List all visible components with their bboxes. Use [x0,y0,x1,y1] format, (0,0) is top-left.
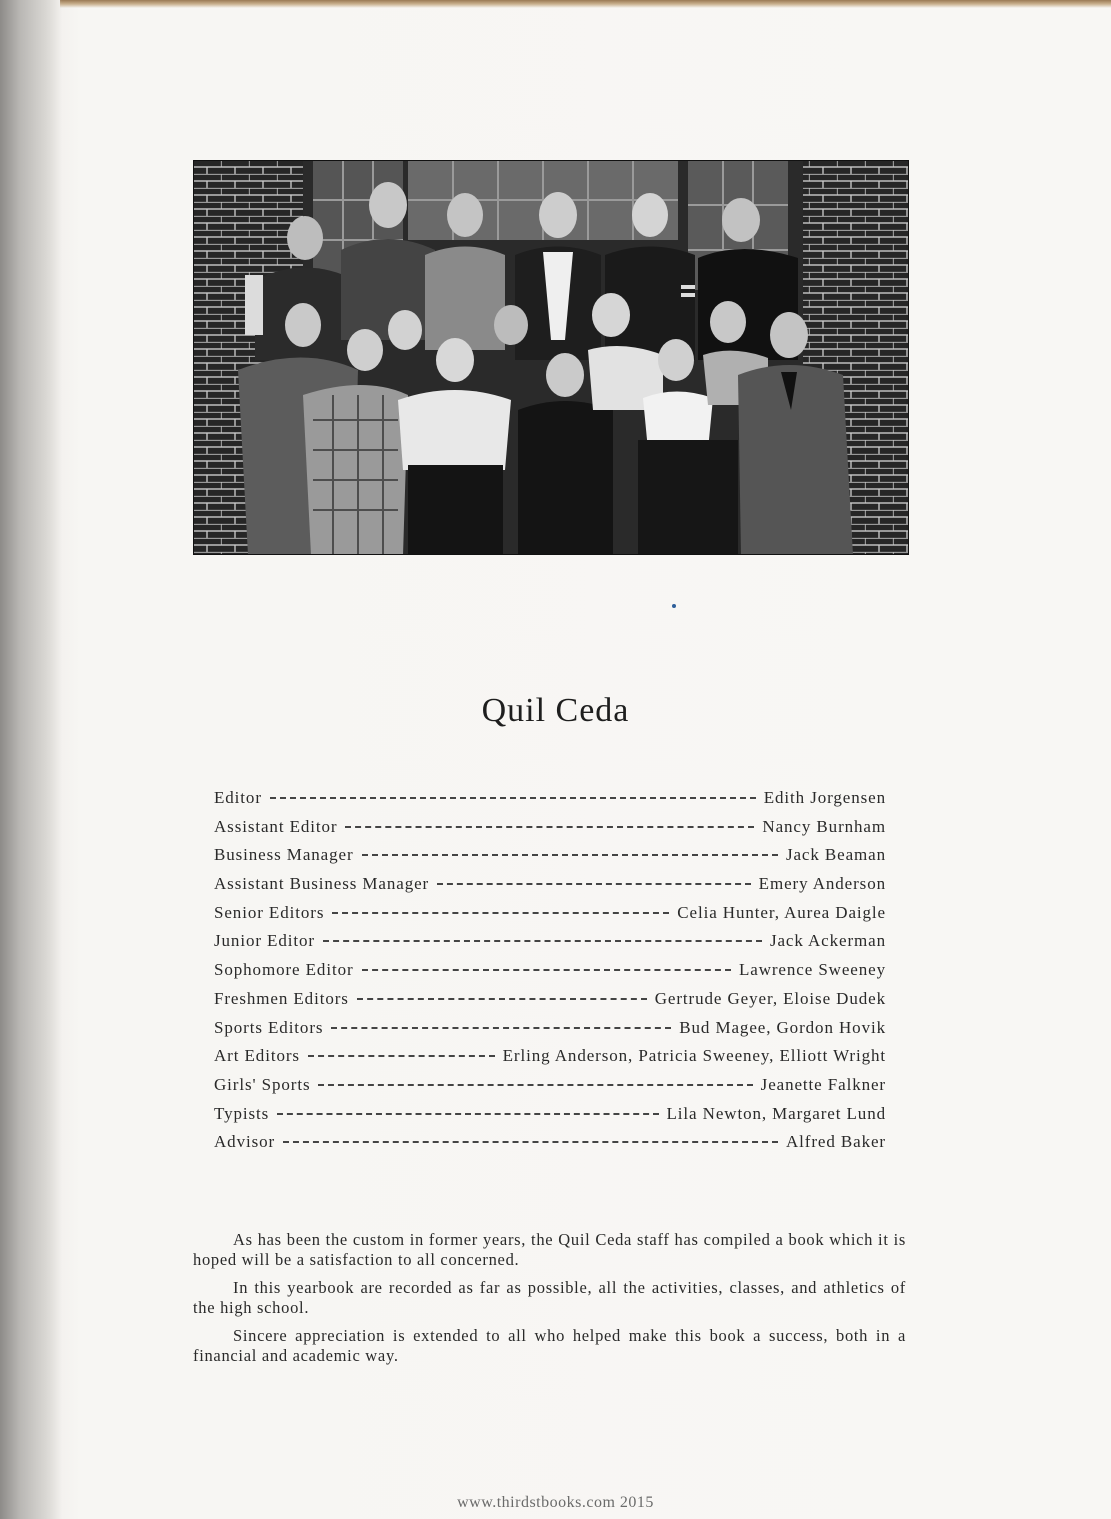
dotted-leader [362,968,731,971]
dotted-leader [318,1083,752,1086]
staff-name: Nancy Burnham [762,816,886,836]
staff-name: Emery Anderson [758,874,886,894]
dotted-leader [345,825,754,828]
staff-role: Advisor [214,1132,276,1152]
book-gutter [0,0,62,1519]
staff-role: Sports Editors [214,1017,324,1037]
page-title: Quil Ceda [481,692,630,729]
dotted-leader [283,1140,778,1143]
staff-row-business-manager [214,845,886,874]
staff-name: Celia Hunter, Aurea Daigle [677,902,886,922]
staff-group-photo [193,160,909,555]
staff-name: Alfred Baker [785,1132,886,1152]
foreword-paragraph: Sincere appreciation is extended to all who helped make this book a success, both in a financial and academic way. [193,1326,906,1365]
staff-role: Editor [214,788,262,807]
staff-role: Business Manager [214,845,354,865]
dotted-leader [362,853,778,856]
staff-role: Senior Editors [214,902,325,922]
staff-name: Gertrude Geyer, Eloise Dudek [654,988,886,1008]
staff-row-junior-editor [214,931,886,960]
ink-speck [672,604,676,608]
dotted-leader [331,1026,671,1029]
dotted-leader [332,911,669,914]
staff-name: Erling Anderson, Patricia Sweeney, Elliott Wright [502,1046,886,1066]
dotted-leader [323,939,762,942]
staff-name: Lila Newton, Margaret Lund [666,1103,886,1123]
staff-name: Lawrence Sweeney [738,960,886,980]
staff-role: Freshmen Editors [214,988,349,1008]
staff-name: Jack Ackerman [769,931,886,951]
staff-role: Assistant Editor [214,816,338,836]
watermark-url: www.thirdstbooks.com 2015 [457,1494,654,1511]
dotted-leader [437,882,751,885]
staff-row-assistant-editor [214,817,886,846]
staff-role: Girls' Sports [214,1074,311,1094]
dotted-leader [277,1112,658,1115]
staff-role: Junior Editor [214,931,315,951]
page-top-edge [60,0,1111,8]
staff-role: Sophomore Editor [214,960,354,980]
foreword-paragraph: In this yearbook are recorded as far as possible, all the activities, classes, and athletics of the high school. [193,1278,906,1317]
dotted-leader [308,1054,495,1057]
staff-row-art-editors [214,1046,886,1075]
staff-name: Jeanette Falkner [760,1074,886,1094]
staff-row-senior-editors [214,903,886,932]
foreword [193,1230,906,1374]
staff-row-sophomore-editor [214,960,886,989]
staff-name: Edith Jorgensen [763,788,886,807]
staff-row-sports-editors [214,1018,886,1047]
staff-name: Jack Beaman [785,845,886,865]
dotted-leader [357,997,647,1000]
staff-role: Typists [214,1103,270,1123]
staff-row-freshmen-editors [214,989,886,1018]
staff-name: Bud Magee, Gordon Hovik [679,1017,886,1037]
staff-row-girls-sports [214,1075,886,1104]
staff-list [214,788,886,1161]
dotted-leader [270,796,756,799]
staff-row-assistant-business-manager [214,874,886,903]
staff-role: Art Editors [214,1046,300,1066]
staff-row-advisor [214,1132,886,1161]
staff-row-typists [214,1104,886,1133]
staff-row-editor [214,788,886,817]
staff-role: Assistant Business Manager [214,874,430,894]
foreword-paragraph: As has been the custom in former years, the Quil Ceda staff has compiled a book which it is hoped will be a satisfaction to all concerned. [193,1230,906,1269]
